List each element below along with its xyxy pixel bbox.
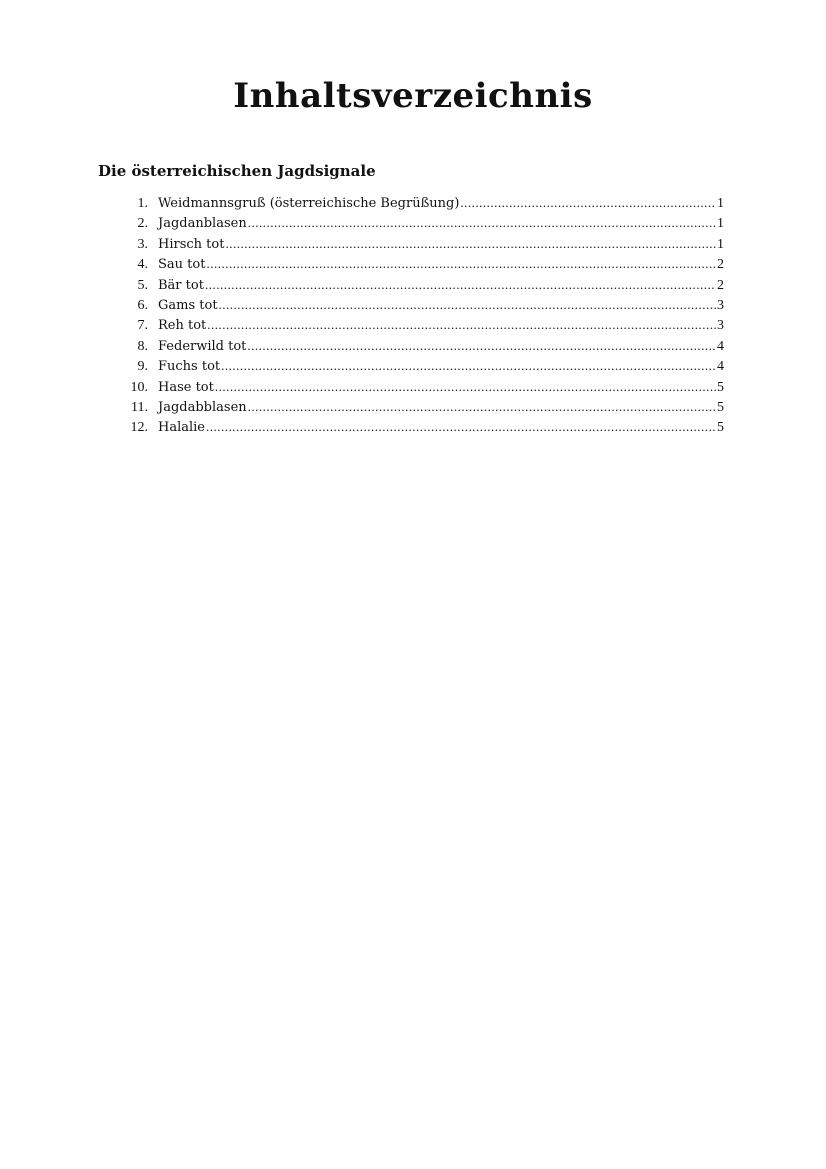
toc-entry[interactable] [120, 254, 724, 274]
toc-entry-text: Hase tot [158, 379, 214, 395]
toc-entry-number: 12. [130, 420, 148, 436]
dot-leader [205, 275, 716, 295]
dot-leader [215, 377, 716, 397]
toc-entry-page: 4 [717, 359, 724, 375]
dot-leader [207, 315, 716, 335]
toc-entry-number: 10. [130, 379, 148, 395]
toc-entry-text: Hirsch tot [158, 236, 225, 252]
dot-leader [248, 213, 716, 233]
toc-entry-page: 1 [717, 196, 724, 211]
toc-entry-page: 1 [717, 236, 724, 252]
toc-entry[interactable] [120, 397, 724, 417]
toc-entry-number: 5. [137, 277, 148, 293]
page-title: Inhaltsverzeichnis [233, 76, 593, 116]
toc-entry[interactable] [120, 295, 724, 315]
dot-leader [221, 356, 716, 376]
toc-entry-text: Bär tot [158, 277, 204, 293]
dot-leader [225, 234, 716, 254]
toc-entry-text: Jagdabblasen [158, 399, 247, 415]
toc-entry[interactable] [120, 275, 724, 295]
toc-entry-page: 5 [717, 399, 724, 415]
toc-entry-page: 2 [717, 257, 724, 273]
toc-entry-number: 3. [137, 236, 148, 252]
toc-entry-number: 11. [131, 399, 148, 415]
toc-entry[interactable] [120, 336, 724, 356]
dot-leader [219, 295, 716, 315]
toc-entry[interactable] [120, 377, 724, 397]
toc-entry-number: 7. [137, 318, 148, 334]
dot-leader [206, 417, 716, 437]
section-heading: Die österreichischen Jagdsignale [98, 162, 376, 180]
toc-entry-text: Halalie [158, 420, 206, 436]
toc-entry-text: Sau tot [158, 257, 206, 273]
toc-entry-number: 4. [137, 257, 148, 273]
table-of-contents [120, 193, 724, 438]
toc-entry[interactable] [120, 193, 724, 213]
toc-entry-page: 2 [717, 277, 724, 293]
toc-entry-page: 5 [717, 379, 724, 395]
toc-entry-page: 3 [717, 297, 724, 313]
toc-entry[interactable] [120, 234, 724, 254]
toc-entry-number: 6. [137, 297, 148, 313]
toc-entry-text: Reh tot [158, 318, 207, 334]
toc-entry-page: 5 [717, 420, 724, 436]
toc-entry-text: Weidmannsgruß (österreichische Begrüßung) [158, 196, 460, 211]
toc-entry-text: Fuchs tot [158, 359, 221, 375]
toc-entry[interactable] [120, 315, 724, 335]
toc-entry[interactable] [120, 213, 724, 233]
toc-entry-page: 1 [717, 216, 724, 232]
toc-entry-number: 2. [137, 216, 148, 232]
dot-leader [460, 193, 716, 213]
toc-entry-number: 9. [137, 359, 148, 375]
toc-entry-text: Federwild tot [158, 338, 247, 354]
dot-leader [206, 254, 716, 274]
toc-entry-text: Gams tot [158, 297, 218, 313]
toc-entry-number: 8. [137, 338, 148, 354]
toc-entry-page: 3 [717, 318, 724, 334]
toc-entry-number: 1. [137, 196, 148, 211]
dot-leader [247, 336, 716, 356]
toc-entry-text: Jagdanblasen [158, 216, 247, 232]
toc-entry[interactable] [120, 417, 724, 437]
toc-entry[interactable] [120, 356, 724, 376]
dot-leader [248, 397, 716, 417]
toc-entry-page: 4 [717, 338, 724, 354]
